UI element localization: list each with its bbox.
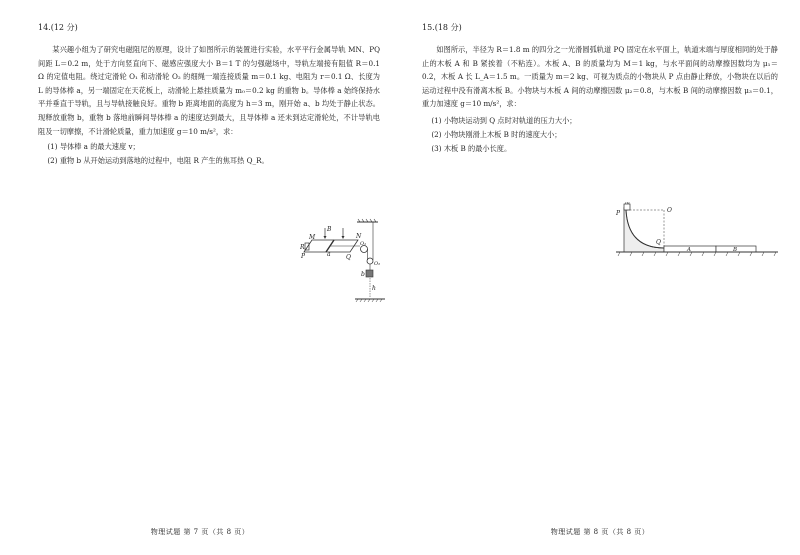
question-14-sub2: (2) 重物 b 从开始运动到落地的过程中，电阻 R 产生的焦耳热 Q_R。 [47,156,269,166]
label-m: m [625,202,630,206]
label-A: A [687,247,691,253]
question-15-body: 如图所示，半径为 R＝1.8 m 的四分之一光滑圆弧轨道 PQ 固定在水平面上，轨道末端与厚度相同的处于静止的木板 A 和 B 紧挨着（不粘连）。木板 A、B 的质量均为 M＝1 kg，与水平面间的动摩擦因数均为 μ₁＝0.2，木板 A 长 L_A＝1.5 m。一质量为 m＝2 kg、可视为质点的小物块从 P 点由静止释放，小物块在以后的运动过程中没有滑离木板 B。小物块与木板 A 间的动摩擦因数 μ₂＝0.8，与木板 B 间的动摩擦因数 μ₃＝0.1，重力加速度 g＝10 m/s²，求： [422,45,778,109]
question-15-sub2: (2) 小物块刚滑上木板 B 时的速度大小； [431,129,562,139]
question-15-sub1: (1) 小物块运动到 Q 点时对轨道的压力大小； [431,115,577,125]
question-14-sub1: (1) 导体棒 a 的最大速度 v； [47,142,140,152]
label-Q: Q [346,254,351,261]
label-O1: O₁ [360,241,367,247]
page-8 [400,0,800,555]
label-B: B [327,226,332,233]
arc-track-diagram [612,202,782,268]
footer-page-8: 物理试题 第 8 页（共 8 页） [550,528,650,536]
label-b: b [361,271,365,278]
label-Q: Q [656,239,661,246]
label-M: M [309,234,316,241]
label-N: N [356,233,362,240]
label-a: a [327,251,331,258]
label-h: h [372,285,376,292]
question-14-body: 某兴趣小组为了研究电磁阻尼的原理，设计了如图所示的装置进行实验，水平平行金属导轨 MN、PQ 间距 L＝0.2 m，处于方向竖直向下、磁感应强度大小 B＝1 T 的匀强磁场中，导轨左端接有阻值 R＝0.1 Ω 的定值电阻。绕过定滑轮 O₁ 和动滑轮 O₂ 的细绳一端连接质量 m＝0.1 kg、电阻为 r＝0.1 Ω、长度为 L 的导体棒 a，另一端固定在天花板上，动滑轮上悬挂质量为 m₀＝0.2 kg 的重物 b。导体棒 a 始终保持水平并垂直于导轨，且与导轨接触良好。重物 b 距离地面的高度为 h＝3 m，刚开始 a、b 均处于静止状态。现释放重物 b，重物 b 落地前瞬间导体棒 a 的速度达到最大，且导体棒 a 还未到达定滑轮处，不计导轨电阻及一切摩擦，不计滑轮质量，重力加速度 g＝10 m/s²，求： [38,45,380,136]
label-B: B [733,247,738,253]
label-P: P [616,210,621,217]
footer-page-7: 物理试题 第 7 页（共 8 页） [150,528,250,536]
rail-pulley-diagram [300,218,400,308]
question-15-sub3: (3) 木板 B 的最小长度。 [431,143,512,153]
label-P: P [301,253,306,260]
label-R: R [300,244,305,251]
label-O2: O₂ [374,261,381,267]
question-15-header: 15.(18 分) [422,23,462,32]
label-O: O [667,207,672,214]
question-14-header: 14.(12 分) [38,23,78,32]
